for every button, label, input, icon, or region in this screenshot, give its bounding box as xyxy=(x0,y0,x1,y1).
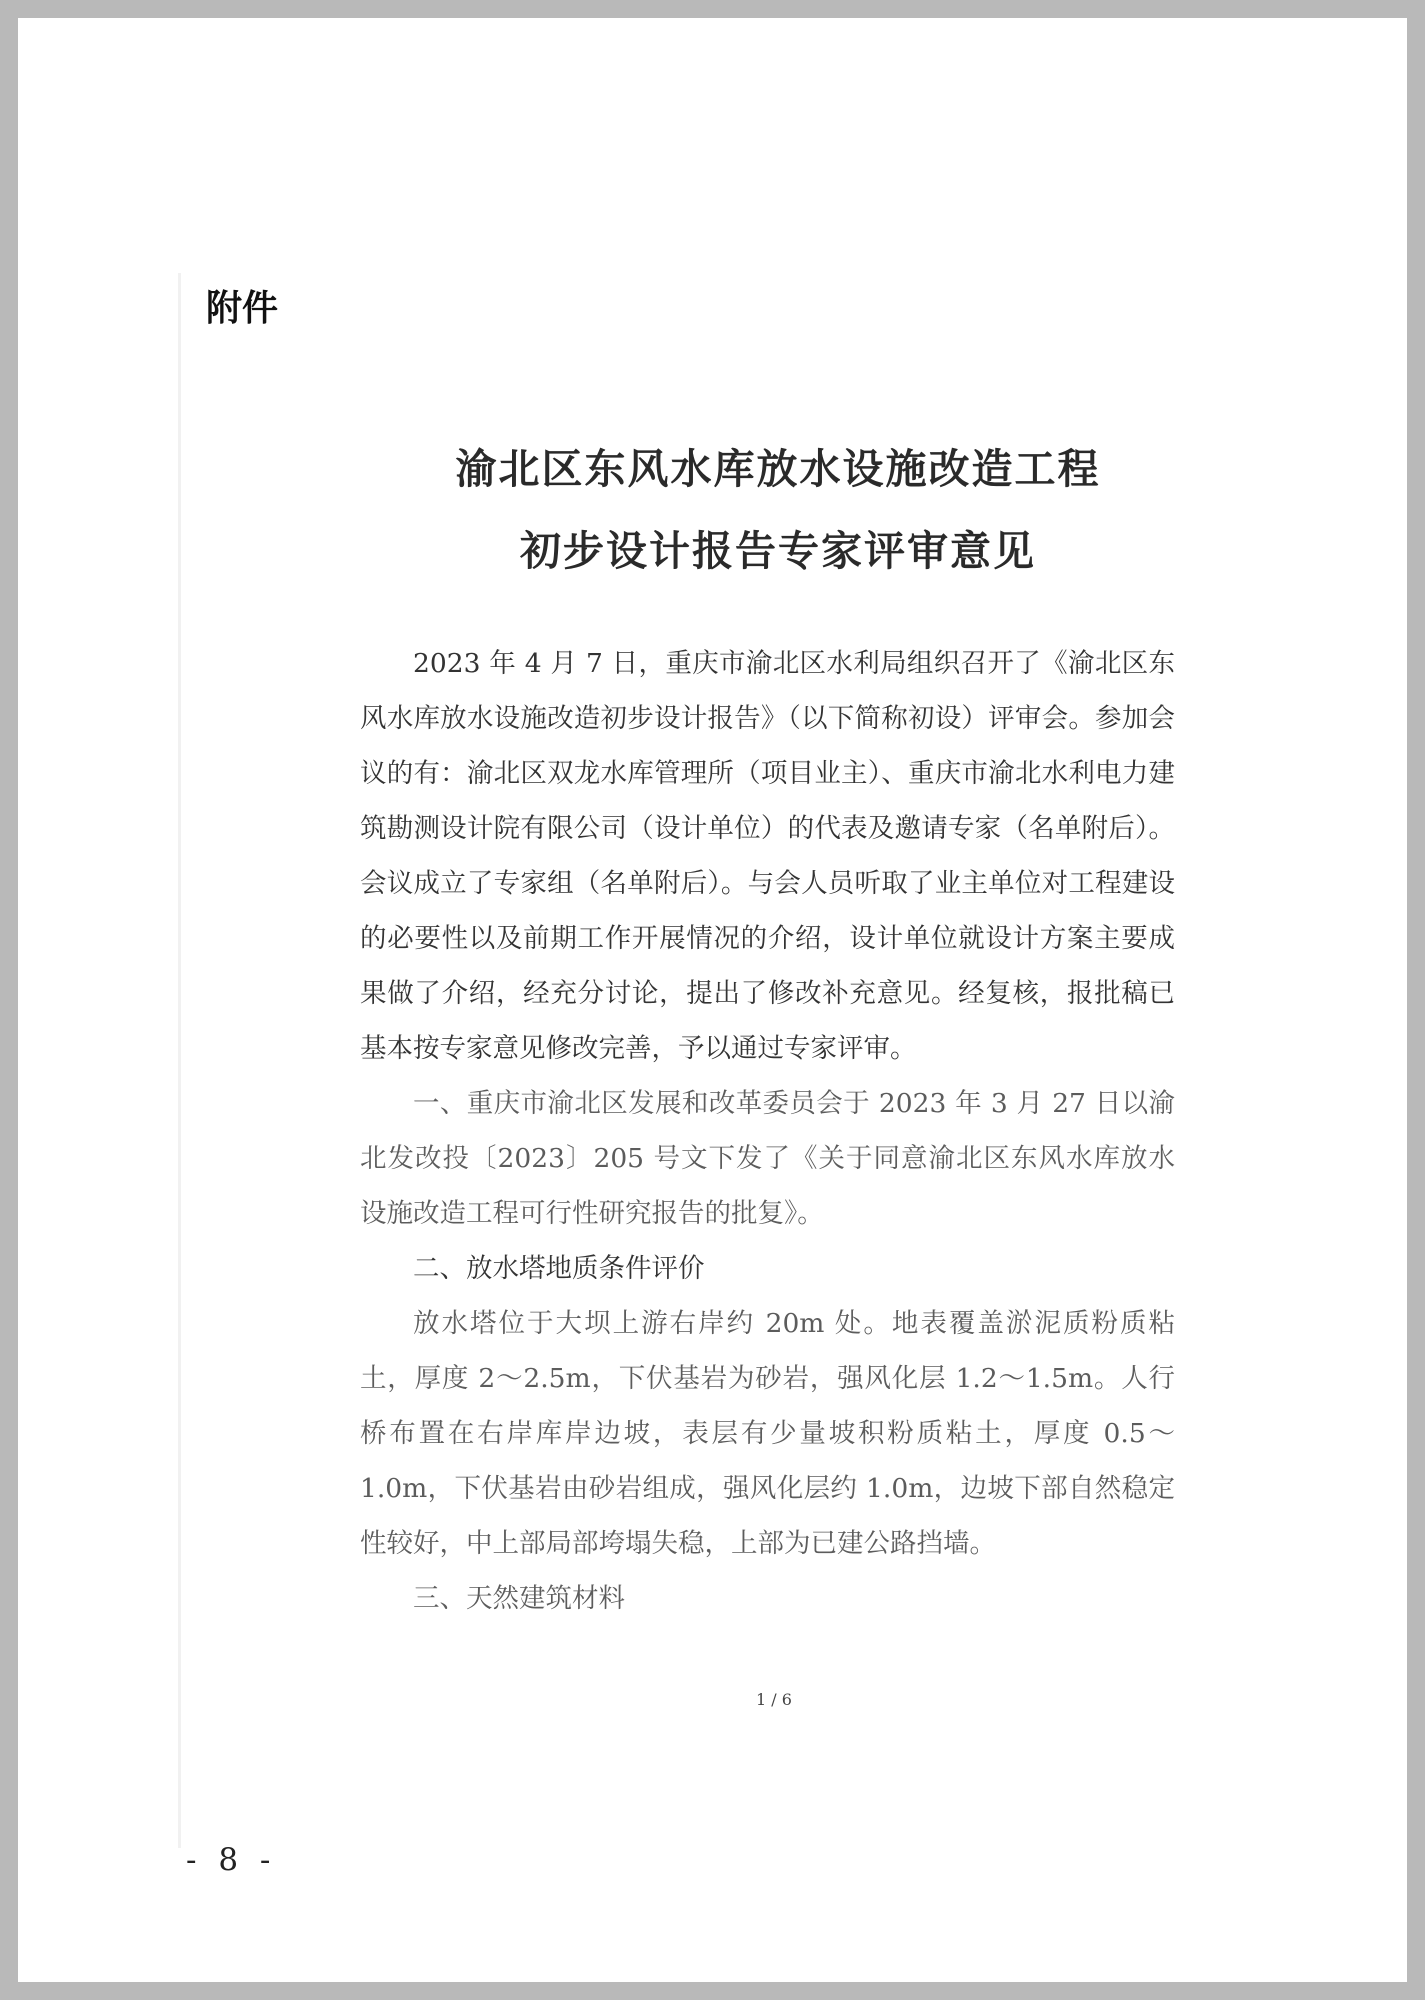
paragraph-section-1: 一、重庆市渝北区发展和改革委员会于 2023 年 3 月 27 日以渝北发改投〔2023〕205 号文下发了《关于同意渝北区东风水库放水设施改造工程可行性研究报告的批复》。 xyxy=(360,1088,1175,1229)
heading-section-2: 二、放水塔地质条件评价 xyxy=(413,1253,705,1284)
heading-section-3: 三、天然建筑材料 xyxy=(413,1583,625,1614)
title-line-1: 渝北区东风水库放水设施改造工程 xyxy=(455,445,1101,493)
pdf-pager: 1 / 6 xyxy=(756,1690,792,1709)
title-line-2: 初步设计报告专家评审意见 xyxy=(520,527,1036,575)
document-body xyxy=(360,636,1175,1626)
paragraph-section-2-body: 放水塔位于大坝上游右岸约 20m 处。地表覆盖淤泥质粉质粘土，厚度 2～2.5m，下伏基岩为砂岩，强风化层 1.2～1.5m。人行桥布置在右岸库岸边坡，表层有少量坡积粉质粘土，厚度 0.5～1.0m，下伏基岩由砂岩组成，强风化层约 1.0m，边坡下部自然稳定性较好，中上部局部垮塌失稳，上部为已建公路挡墙。 xyxy=(360,1308,1175,1559)
page-number: - 8 - xyxy=(186,1842,277,1878)
binding-margin-line xyxy=(178,273,181,1848)
document-page xyxy=(18,18,1407,1982)
attachment-label: 附件 xyxy=(206,288,279,329)
paragraph-intro: 2023 年 4 月 7 日，重庆市渝北区水利局组织召开了《渝北区东风水库放水设施改造初步设计报告》（以下简称初设）评审会。参加会议的有：渝北区双龙水库管理所（项目业主）、重庆市渝北水利电力建筑勘测设计院有限公司（设计单位）的代表及邀请专家（名单附后）。会议成立了专家组（名单附后）。与会人员听取了业主单位对工程建设的必要性以及前期工作开展情况的介绍，设计单位就设计方案主要成果做了介绍，经充分讨论，提出了修改补充意见。经复核，报批稿已基本按专家意见修改完善，予以通过专家评审。 xyxy=(360,648,1175,1064)
